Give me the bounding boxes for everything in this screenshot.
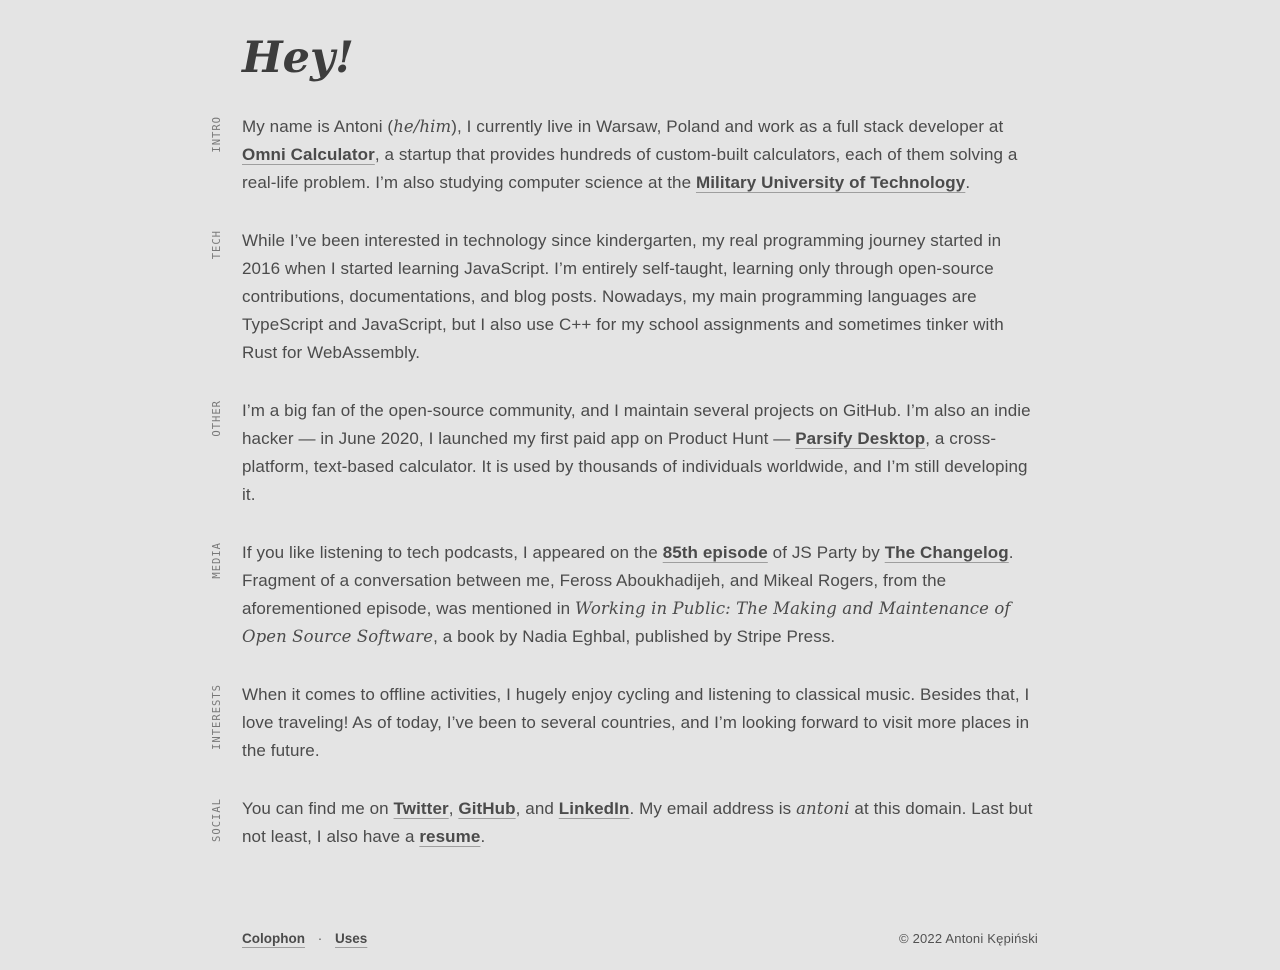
italic-serif-text: he/him: [393, 117, 452, 137]
section-paragraph-social: You can find me on Twitter, GitHub, and LinkedIn. My email address is antoni at this domain. Last but not least, I also have a resume.: [242, 799, 1033, 847]
footer: [242, 931, 1038, 946]
footer-nav: [242, 931, 367, 946]
colophon-link[interactable]: Colophon: [242, 931, 305, 947]
link-omni-calculator[interactable]: Omni Calculator: [242, 145, 375, 165]
section-social: [211, 795, 1038, 851]
section-label-tech: TECH: [211, 230, 223, 260]
link-twitter[interactable]: Twitter: [393, 799, 449, 819]
section-paragraph-media: If you like listening to tech podcasts, I appeared on the 85th episode of JS Party by The Changelog. Fragment of a conversation between me, Feross Aboukhadijeh, and Mikeal Rogers, from the aforementioned episode, was mentioned in Working in Public: The Making and Maintenance of Open Source Software, a book by Nadia Eghbal, published by Stripe Press.: [242, 543, 1014, 647]
section-paragraph-other: I’m a big fan of the open-source community, and I maintain several projects on GitHub. I’m also an indie hacker — in June 2020, I launched my first paid app on Product Hunt — Parsify Desktop, a cross-platform, text-based calculator. It is used by thousands of individuals worldwide, and I’m still developing it.: [242, 401, 1031, 505]
italic-serif-text: Working in Public: The Making and Maintenance of Open Source Software: [242, 599, 1011, 647]
link-the-changelog[interactable]: The Changelog: [884, 543, 1009, 563]
sections: [211, 113, 1038, 851]
section-paragraph-intro: My name is Antoni (he/him), I currently live in Warsaw, Poland and work as a full stack developer at Omni Calculator, a startup that provides hundreds of custom-built calculators, each of them solving a real-life problem. I’m also studying computer science at the Military University of Technology.: [242, 117, 1018, 193]
footer-separator: ·: [317, 931, 323, 947]
link-military-university-of-technology[interactable]: Military University of Technology: [695, 173, 966, 193]
section-intro: [211, 113, 1038, 197]
section-label-social: SOCIAL: [211, 798, 223, 843]
section-tech: [211, 227, 1038, 367]
link-parsify-desktop[interactable]: Parsify Desktop: [795, 429, 926, 449]
section-label-media: MEDIA: [211, 542, 223, 580]
section-paragraph-tech: While I’ve been interested in technology since kindergarten, my real programming journey started in 2016 when I started learning JavaScript. I’m entirely self-taught, learning only through open-source contributions, documentations, and blog posts. Nowadays, my main programming languages are TypeScript and JavaScript, but I also use C++ for my school assignments and sometimes tinker with Rust for WebAssembly.: [242, 231, 1004, 363]
italic-serif-text: antoni: [796, 799, 850, 819]
section-label-other: OTHER: [211, 400, 223, 438]
section-label-intro: INTRO: [211, 116, 223, 154]
link-linkedin[interactable]: LinkedIn: [558, 799, 630, 819]
uses-link[interactable]: Uses: [335, 931, 368, 947]
section-label-interests: INTERESTS: [211, 684, 223, 751]
link-resume[interactable]: resume: [419, 827, 481, 847]
section-other: [211, 397, 1038, 509]
section-media: [211, 539, 1038, 651]
section-paragraph-interests: When it comes to offline activities, I hugely enjoy cycling and listening to classical music. Besides that, I love traveling! As of today, I’ve been to several countries, and I’m looking forward to visit more places in the future.: [242, 685, 1030, 761]
link-github[interactable]: GitHub: [458, 799, 516, 819]
content-column: [211, 0, 1038, 947]
section-interests: [211, 681, 1038, 765]
page-title: Hey!: [242, 33, 354, 83]
copyright: © 2022 Antoni Kępiński: [898, 931, 1038, 947]
link-85th-episode[interactable]: 85th episode: [662, 543, 768, 563]
